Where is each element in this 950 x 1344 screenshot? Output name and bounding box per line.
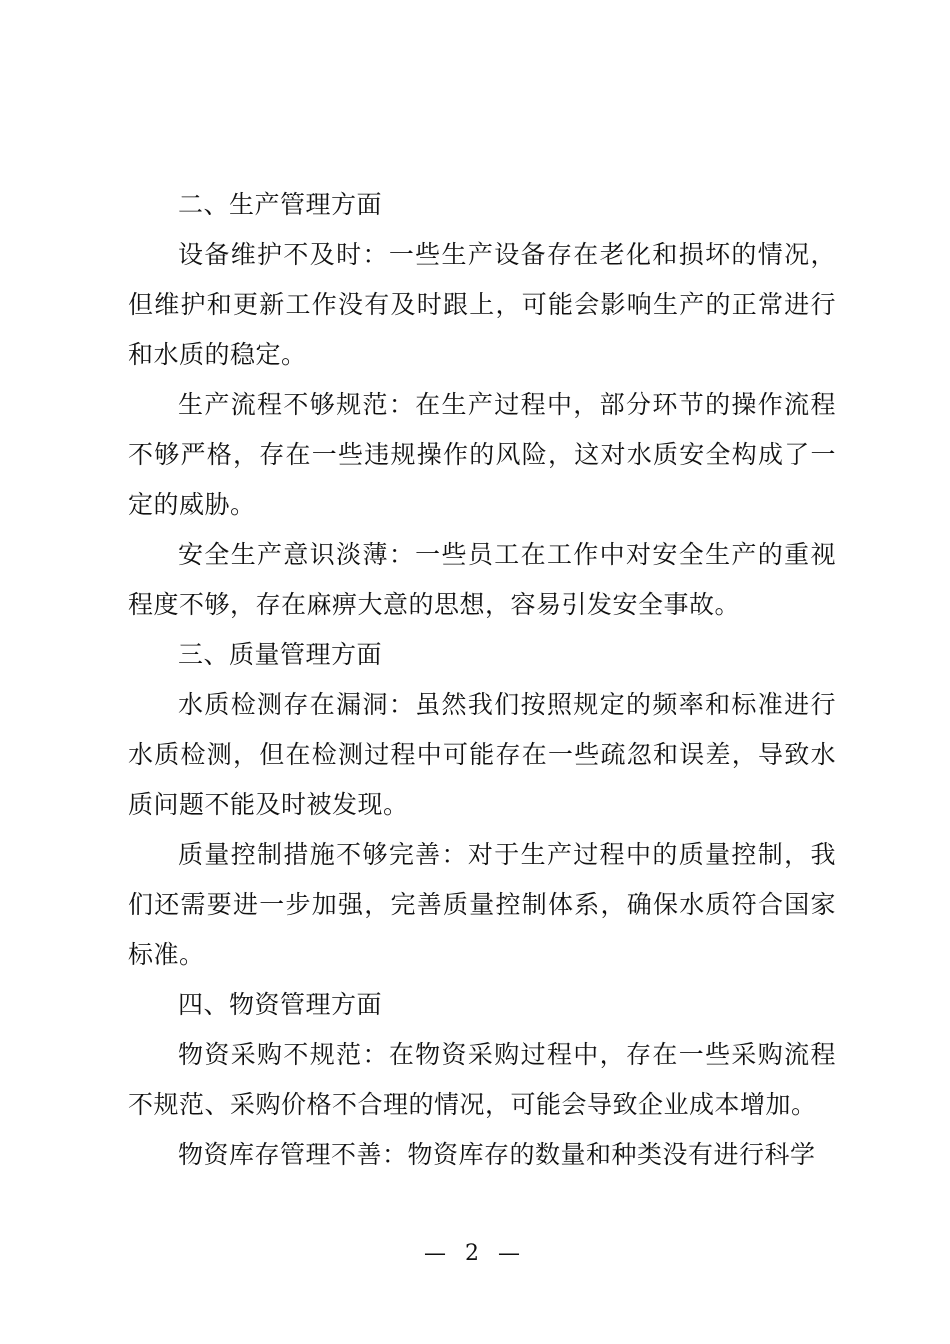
paragraph-safety-awareness: 安全生产意识淡薄：一些员工在工作中对安全生产的重视程度不够，存在麻痹大意的思想，容易引发安全事故。 [128, 540, 836, 619]
paragraph-quality-control: 质量控制措施不够完善：对于生产过程中的质量控制，我们还需要进一步加强，完善质量控制体系，确保水质符合国家标准。 [128, 840, 836, 969]
document-body [128, 180, 836, 1180]
paragraph-water-testing: 水质检测存在漏洞：虽然我们按照规定的频率和标准进行水质检测，但在检测过程中可能存在一些疏忽和误差，导致水质问题不能及时被发现。 [128, 690, 836, 819]
section-heading-materials: 四、物资管理方面 [178, 990, 383, 1019]
section-heading-production: 二、生产管理方面 [178, 190, 383, 219]
section-heading-quality: 三、质量管理方面 [178, 640, 383, 669]
page-number: — 2 — [424, 1241, 526, 1266]
paragraph-inventory: 物资库存管理不善：物资库存的数量和种类没有进行科学 [178, 1140, 816, 1169]
paragraph-production-process: 生产流程不够规范：在生产过程中，部分环节的操作流程不够严格，存在一些违规操作的风险，这对水质安全构成了一定的威胁。 [128, 390, 836, 519]
paragraph-procurement: 物资采购不规范：在物资采购过程中，存在一些采购流程不规范、采购价格不合理的情况，可能会导致企业成本增加。 [128, 1040, 836, 1119]
paragraph-equipment-maintenance: 设备维护不及时：一些生产设备存在老化和损坏的情况，但维护和更新工作没有及时跟上，可能会影响生产的正常进行和水质的稳定。 [128, 240, 836, 369]
